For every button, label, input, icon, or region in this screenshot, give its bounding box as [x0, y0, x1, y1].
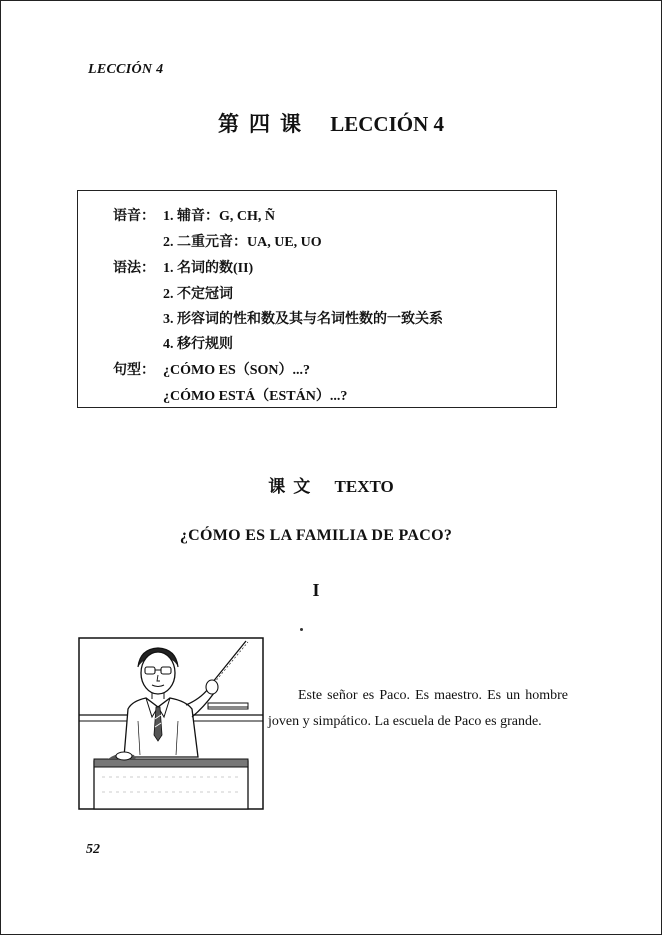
lesson-summary-box [77, 190, 557, 408]
lesson-title-es: LECCIÓN 4 [330, 112, 445, 136]
grammar-row [163, 333, 233, 353]
text-section-es: TEXTO [334, 477, 394, 496]
patterns-label: 句型： [113, 363, 155, 378]
patterns-row [163, 385, 347, 405]
text-section-cn: 课文 [268, 477, 319, 496]
part-numeral: I [312, 580, 320, 600]
lesson-title-cn: 第四课 [217, 112, 311, 136]
teacher-illustration [78, 637, 264, 810]
grammar-row [113, 257, 253, 277]
grammar-row [163, 308, 443, 328]
grammar-item: 2. 不定冠词 [163, 287, 233, 302]
text-section-heading [0, 472, 662, 497]
patterns-item: ¿CÓMO ES（SON）...? [163, 363, 311, 378]
page-number: 52 [86, 842, 100, 857]
patterns-item: ¿CÓMO ESTÁ（ESTÁN）...? [163, 389, 348, 404]
reading-paragraph-text: Este señor es Paco. Es maestro. Es un hombre joven y simpático. La escuela de Paco es grande. [268, 688, 568, 729]
grammar-row [163, 283, 233, 303]
phonetics-item: 1. 辅音：G, CH, Ñ [163, 209, 275, 224]
reading-paragraph [268, 683, 568, 735]
grammar-item: 1. 名词的数(II) [163, 261, 254, 276]
phonetics-label: 语音： [113, 209, 155, 224]
phonetics-row [113, 205, 275, 225]
text-title: ¿CÓMO ES LA FAMILIA DE PACO? [179, 527, 453, 544]
patterns-row [113, 359, 310, 379]
running-head: LECCIÓN 4 [88, 62, 164, 77]
print-speck [300, 628, 303, 631]
grammar-label: 语法： [113, 261, 155, 276]
phonetics-row [163, 231, 322, 251]
lesson-title [0, 108, 662, 138]
phonetics-item: 2. 二重元音：UA, UE, UO [163, 235, 322, 250]
grammar-item: 3. 形容词的性和数及其与名词性数的一致关系 [163, 312, 443, 327]
grammar-item: 4. 移行规则 [163, 337, 233, 352]
